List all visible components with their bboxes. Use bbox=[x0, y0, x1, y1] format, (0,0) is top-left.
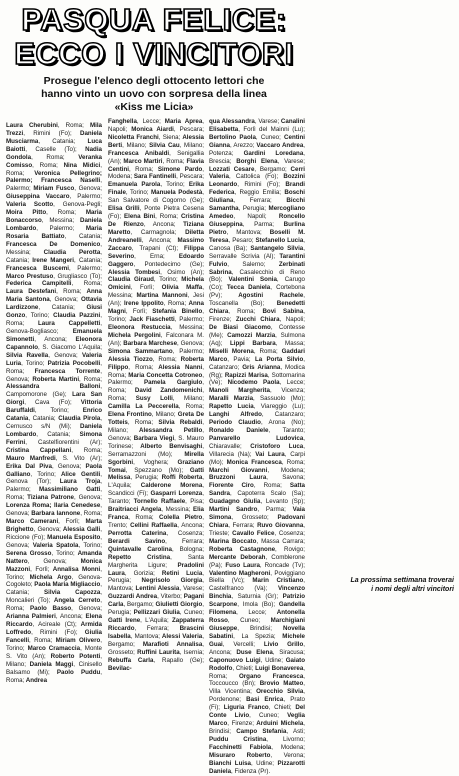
winner-entry: Novella Sabatini, La Spezia; bbox=[209, 625, 305, 640]
winner-entry: Centini Gianna, Arezzo; bbox=[209, 133, 306, 149]
winner-entry: Guadagno Giulia, Levanto (Sp); bbox=[209, 498, 305, 506]
winner-entry: Elena Riccardo, Acireale (Ct); bbox=[6, 613, 102, 629]
winner-entry: Veranka Comisso, Roma; bbox=[6, 153, 102, 169]
winner-entry: Angela Cerreto, Roma; bbox=[6, 597, 102, 613]
winner-entry: Alessia Tombesi, Osimo (An); bbox=[108, 268, 204, 276]
winner-entry: Bertolino Paola, Cuneo; bbox=[209, 133, 281, 141]
winner-entry: Guzzardi Andrea, Viterbo; bbox=[108, 593, 182, 601]
winner-entry: Susy Lolli, Milano; bbox=[126, 395, 204, 403]
winner-entry: Cavallo Felice, Cosenza; bbox=[229, 529, 305, 537]
winner-entry: Eleonora Capannolo, S. Giacomo L'Aquila; bbox=[6, 335, 102, 351]
winner-entry: Laura Troja, Palermo; bbox=[6, 478, 102, 494]
winner-entry: Daniela Maggi, Cinisello Balsamo (Mi); bbox=[6, 660, 102, 676]
winner-entry: Misuraro Roberto, Verona; bbox=[209, 751, 305, 759]
winner-entry: Laura Cherubini, Roma; bbox=[6, 122, 84, 129]
winner-entry: Lara San Giorgi, Cava (Fo); bbox=[6, 391, 102, 407]
winner-entry: Irene Mangeri, Catania; bbox=[29, 256, 103, 264]
winner-entry: Francesca Anibaldi, Senigallia (An); bbox=[108, 149, 204, 165]
winner-entry: Ruvo Giovanna, Trieste; bbox=[209, 522, 305, 537]
winner-entry: Nicodemo Paola, Lecce; bbox=[222, 379, 305, 387]
winner-entry: Lozzati Cesare, Bergamo; bbox=[209, 165, 287, 173]
winner-entry: Alessia Berti, Milano; bbox=[108, 133, 204, 149]
winner-entry: Campo Stefania, Asti; bbox=[231, 727, 305, 735]
winner-entry: Valentino Magheroni, Poviggiano Biella (Vc); bbox=[209, 569, 305, 585]
winner-entry: Flavia Centini, Roma; bbox=[108, 157, 204, 173]
winner-entry: Claudia Perotta, Catania; bbox=[6, 248, 102, 264]
winner-entry: Ottavia Lardizzone, Catania; bbox=[6, 296, 102, 312]
winner-entry: Pellizzari Giulia, Cuneo; bbox=[131, 609, 204, 617]
winner-entry: Irene Ippolito, Roma; bbox=[121, 300, 187, 308]
winner-entry: Francesca Naselli, Palermo; bbox=[6, 177, 102, 193]
winner-entry: Gris Arianna, Modica (Rg); bbox=[209, 363, 305, 379]
winner-entry: Alice Gentili, Genova (Tor); bbox=[6, 470, 102, 486]
winner-entry: Jack Fiaschetti, Palermo; bbox=[126, 316, 204, 324]
winner-entry: Valeria Scotto, Genova-Pegli; bbox=[6, 201, 102, 209]
winner-entry: Alessi Valeria, Bergamo; bbox=[108, 632, 204, 648]
winners-column-1 bbox=[6, 122, 103, 684]
winner-entry: Bicchi Samantha, Perugia; bbox=[209, 197, 305, 213]
winner-entry: Lorenza Roma; bbox=[6, 502, 52, 510]
winner-entry: Francesca Buscemi, Palermo; bbox=[6, 264, 102, 272]
winner-entry: Veronica Pellegrino; bbox=[24, 169, 102, 177]
winner-entry: Sara Fantinelli, Pescara; bbox=[132, 173, 205, 181]
winner-entry: Roberta Filippo, Roma; bbox=[108, 355, 204, 371]
footnote-line-2: i nomi degli altri vincitori bbox=[371, 585, 454, 593]
winner-entry: Amanda Nattero, Genova; bbox=[6, 549, 102, 565]
winner-entry: Calderone Morena, Scandicci (Fi); bbox=[108, 482, 204, 498]
winner-entry: Marchi Giovanni, Modena; bbox=[209, 466, 305, 474]
winner-entry: Tiziana Patrone, Genova; bbox=[24, 494, 102, 502]
subhead-line-2: hanno vinto un uovo con sorpresa della linea bbox=[41, 88, 267, 100]
winner-entry: Manoli Margherita, Vicenza; bbox=[209, 387, 305, 395]
winner-entry: Braitriacci Angela, Messina; bbox=[108, 506, 191, 514]
winner-entry: qua Alessandra, Varese; bbox=[209, 118, 280, 125]
winner-entry: Roberto Potenti, Milano; bbox=[6, 652, 103, 668]
winner-entry: David Zandomenichi, Roma; bbox=[108, 387, 204, 403]
winner-entry: Anna Magni, Forlì; bbox=[108, 300, 204, 316]
winner-entry: Giulia Fancelli, Roma; bbox=[6, 629, 102, 644]
winner-entry: Martina Mannoni, Jesi (An); bbox=[108, 292, 204, 308]
winner-entry: Maria Rosaria Battiato, Catania; bbox=[6, 224, 102, 240]
winner-entry: Silvia Ravella, Genova; bbox=[6, 351, 78, 359]
winner-entry: Marta Brighetto, Genova; bbox=[6, 518, 102, 534]
winner-entry: Giuseppina Vaccaro, Palermo; bbox=[6, 193, 103, 201]
winner-entry: Elisa Grilli, Ponte Pietra Cesena (Fo); bbox=[108, 205, 204, 221]
winner-entry: Agostini Rachele, Toscanella (Bo); bbox=[209, 292, 305, 308]
winner-entry: Simone Pardo, Modena; bbox=[108, 165, 204, 181]
winner-entry: Valeria Spatola, Torino; bbox=[29, 541, 102, 549]
winner-entry: Alessia Tiozzo, Roma; bbox=[108, 355, 177, 363]
winner-entry: Daniela Lombardo, Palermo; bbox=[6, 217, 103, 232]
winner-entry: Orecchio Silvia, Pordenone; bbox=[209, 688, 305, 704]
winner-entry: Quintavalle Carolina, Bologna; bbox=[108, 545, 204, 553]
winner-entry: Francesca Torrente, Genova; bbox=[6, 367, 102, 383]
winner-entry: Gasparri Lorenza, Taranto; bbox=[108, 490, 204, 506]
winner-entry: Vincenzo Binchia, Saturnia (Gr); bbox=[209, 585, 305, 601]
winner-entry: Laura Cappelletti, Genova-Bogliasco; bbox=[6, 320, 102, 335]
winner-entry: Marco Prestuso, Grugliasco (To); bbox=[6, 272, 103, 280]
winner-entry: Silvia Rebaldi, Milano; bbox=[108, 419, 205, 434]
winner-entry: De Biasi Giacomo, Contesse (Me); bbox=[209, 323, 305, 339]
winner-entry: Monica Mazzoni, Forlì; bbox=[6, 557, 102, 573]
winner-entry: Paola Maria Migliaccio, Catania; bbox=[6, 581, 102, 597]
winner-entry: Valeria Luria, Torino; bbox=[6, 351, 102, 367]
winner-entry: Marina Boccato, Massa Carrara; bbox=[209, 537, 305, 545]
winner-entry: Panvarello Ludovica, Chiaravalle; bbox=[209, 434, 305, 450]
winner-entry: Elia Franca, Roma; bbox=[108, 506, 204, 522]
winner-entry: La Porta Silvio, Catanzaro; bbox=[209, 355, 305, 371]
winner-entry: Michela Omicini, Forlì; bbox=[108, 276, 205, 292]
winner-entry: Maria Bonaccorso, Messina; bbox=[6, 209, 102, 225]
winner-entry: Michela Pergolini, Falconara M. (An); bbox=[108, 331, 205, 347]
winner-entry: Enrico Catania, Catania; bbox=[6, 407, 102, 423]
winner-entry: Zerbinati Sabrina, Casalecchio di Reno (Bo); bbox=[209, 260, 305, 284]
winner-entry: Gaddari Marco, Pavia; bbox=[209, 347, 305, 363]
winner-entry: Moira Pitto, Roma; bbox=[6, 209, 76, 217]
winner-entry: Cristoforo Luca, Villarecia (Na); bbox=[209, 442, 305, 458]
winner-entry: Roberta Castagnone, Rovigo; bbox=[209, 545, 305, 553]
winner-entry: Gardini Loredana, Brescia; bbox=[209, 149, 305, 165]
winner-entry: Patrizia Pocobelli, Roma; bbox=[6, 359, 102, 375]
winner-entry: Marin Cristiano, Castelfranco (Va); bbox=[209, 577, 305, 593]
winner-entry: Mercante Deborah, Comblerone (Pa); bbox=[209, 553, 305, 569]
winner-entry: Stefania Binello, Torino; bbox=[108, 308, 204, 324]
winner-entry: Camozzi Marzia, Sulmona (Aq); bbox=[209, 331, 305, 347]
winner-entry: Caponuovo Luigi, Udine; bbox=[209, 656, 283, 664]
winner-entry: Zappaterra Riccardo, Ferrara; bbox=[108, 617, 205, 632]
winner-entry: Facchinetti Fabiola, Modena; bbox=[209, 743, 305, 751]
winner-entry: Fanghella, Lecce; bbox=[108, 118, 161, 125]
winner-entry: Canalini Elisabetta, Forlì del Mainni (Lu); bbox=[209, 118, 305, 133]
winner-entry: Marco Cramaccia, Monte S. Vito (An); bbox=[6, 644, 102, 660]
winner-entry: Miriam Fusco, Genova; bbox=[30, 185, 102, 193]
winner-entry: Vaccaro Andrea, Potenza; bbox=[209, 141, 305, 157]
winner-entry: Vittoria Baruffaldi, Torino; bbox=[6, 399, 102, 415]
winner-entry: Mirella Sgorbini, Voghera; bbox=[108, 450, 204, 466]
winner-entry: Repetto Cristina, Santa Margherita Ligure; bbox=[108, 553, 204, 569]
winner-entry: Gatti Melissa, Perugia; bbox=[108, 466, 204, 482]
winner-entry: Nicoletta Franchi, Siena; bbox=[108, 133, 181, 141]
winner-entry: Burlina Pietro, Mantova; bbox=[209, 220, 305, 236]
subhead-line-3: «Kiss me Licia» bbox=[114, 101, 194, 113]
winner-entry: Berardi Savino, Ferrara; bbox=[108, 537, 204, 545]
winner-entry: Boselli M. Teresa, Pesaro; bbox=[209, 228, 306, 244]
winner-entry: Silvia Cau, Milano; bbox=[146, 141, 204, 149]
winner-entry: Padovani Chiara, Ferrara; bbox=[209, 514, 306, 530]
footnote bbox=[334, 577, 454, 594]
winner-entry: Bruzzoni Laura, Savona; bbox=[209, 474, 305, 482]
winner-entry: Patrizio Scarpone, Imola (Bo); bbox=[209, 593, 305, 609]
winner-entry: Anna Maria Santona, Genova; bbox=[6, 288, 102, 304]
winner-entry: Pamela Gargiulo, Roma; bbox=[108, 379, 204, 395]
winner-entry: Bovi Sabina, Firenze; bbox=[209, 308, 305, 324]
winner-entry: Brascini Isabella, Mantova; bbox=[108, 625, 204, 640]
winner-entry: Greta De Totteis, Roma; bbox=[108, 411, 205, 427]
winner-entry: Olivia Maffa, Messina; bbox=[108, 284, 204, 300]
winner-entry: Martini Sandro, Parma; bbox=[209, 506, 286, 514]
winner-entry: Emanuela Parola, Torino; bbox=[108, 181, 185, 189]
winner-entry: Benedetti Chiara, Roma; bbox=[209, 300, 305, 316]
winner-entry: Vaia Simona, Grosseto; bbox=[209, 506, 305, 522]
winner-entry: Cristina Cappellani, Roma; bbox=[6, 446, 102, 454]
winner-entry: Arduini Michela, Brindisi; bbox=[209, 720, 305, 735]
winner-entry: Rapizzi Marisa, Sottomarina (Ve); bbox=[209, 371, 305, 387]
winner-entry: Lippi Barbara, Massa; bbox=[222, 339, 305, 347]
winner-entry: Gandella Filomena, Lecce; bbox=[209, 601, 305, 617]
winner-entry: Satta Sandra, Capoterra Scalo (Sa); bbox=[209, 482, 305, 498]
winner-entry: Laura Destefani, Roma; bbox=[6, 288, 82, 296]
winner-entry: Retini Lucia, Perugia; bbox=[108, 569, 204, 585]
winner-entry: Claudia Pazzini, Roma; bbox=[6, 312, 102, 328]
winner-entry: Silvia Capozza, Moncalieri (To); bbox=[6, 589, 102, 605]
winner-entry: Federica Campitelli, Roma; bbox=[6, 280, 102, 288]
winner-entry: Graziano Tomai, Spezzano (Mo); bbox=[108, 458, 204, 474]
winner-entry: Bevilac- bbox=[108, 664, 132, 672]
winner-entry: Claudia Giraud, Torino; bbox=[108, 276, 178, 284]
winner-entry: Langhi Alfredo, Catanzaro; bbox=[209, 411, 305, 419]
winner-entry: Fiorente Ciro, Roma; bbox=[209, 482, 282, 490]
winner-entry: Roffi Roberta, L'Aquila; bbox=[108, 474, 205, 490]
winner-entry: Giulietti Giorgio, Perugia; bbox=[108, 601, 204, 617]
winners-column-4 bbox=[310, 4, 454, 516]
winner-entry: Zucchi Chiara, Napoli; bbox=[231, 316, 305, 324]
winner-entry: Basi Enrica, Prato (Fi); bbox=[209, 696, 305, 712]
winner-entry: Michele Guai, Vercelli; bbox=[209, 632, 305, 648]
winner-entry: Pagani Carla, Bergamo; bbox=[108, 593, 204, 609]
winner-entry: Francesca De Domenico, Messina; bbox=[6, 240, 102, 256]
winner-entry: Lentini Alessia, Varese; bbox=[133, 585, 204, 593]
winner-entry: Mercogliano Amedeo, Napoli; bbox=[209, 205, 305, 221]
winner-entry: Erika Dal Piva, Genova; bbox=[6, 462, 82, 470]
winner-entry: Maria Aprea, Napoli; bbox=[108, 118, 204, 133]
winner-entry: Massimiliano Gatti, Roma; bbox=[6, 486, 102, 502]
winner-entry: Erika Finale, Torino; bbox=[108, 181, 204, 197]
winner-entry: Elena Frontino, Milano; bbox=[108, 411, 176, 419]
winner-entry: Andrea bbox=[24, 676, 48, 684]
winner-entry: Filippa Severino, Erna; bbox=[108, 244, 204, 260]
winner-entry: Negrisolo Giorgia, Mantova; bbox=[108, 577, 204, 593]
winner-entry: Periodo Claudio, Arona (No); bbox=[209, 419, 305, 427]
winner-entry: Perrotta Caterina, Cosenza; bbox=[108, 529, 204, 537]
winner-entry: Giusi Gonzo, Torino; bbox=[6, 304, 102, 320]
winner-entry: Nina Midici, Roma; bbox=[6, 161, 102, 177]
winner-entry: Luca Baiotti, Caselle (To); bbox=[6, 137, 102, 153]
winner-entry: Maralli Marzia, Sassuolo (Mo); bbox=[209, 395, 305, 403]
winner-entry: Brandi Federica, Reggio Emilia; bbox=[209, 181, 305, 197]
winner-entry: Barbara Viegi, S. Mauro Torinese; bbox=[108, 434, 204, 450]
winner-entry: Cellini Raffaella, Ancona; bbox=[127, 522, 204, 530]
winner-entry: Tecca Daniela, Cortebona (Pv); bbox=[209, 284, 305, 300]
winner-entry: Camilla La Peccerella, Roma; bbox=[108, 403, 204, 411]
winner-entry: Brovio Matteo, Villa Vicentina; bbox=[209, 680, 305, 696]
winner-entry: Marchigiani Giuseppe, Brindisi; bbox=[209, 617, 305, 632]
winner-entry: Alberto Benvisaghi, Serramazzoni (Mo); bbox=[108, 442, 204, 458]
winner-entry: Luigi Bonaverea, Roma; bbox=[209, 664, 305, 680]
winner-entry: Tarantini Fulvio, Salerno; bbox=[209, 252, 305, 268]
winner-entry: Duse Elena, Siracusa; bbox=[231, 648, 306, 656]
winner-entry: Fuso Laura, Roncade (Tv); bbox=[222, 561, 305, 569]
winner-entry: Elena Bini, Roma; bbox=[121, 213, 179, 221]
winner-entry: Rapetto Lucia, Viareggio (Lu); bbox=[209, 403, 305, 411]
winners-column-2 bbox=[108, 118, 205, 672]
winner-entry: Boschi Giuliana, Ferrara; bbox=[209, 189, 305, 205]
winner-entry: Organo Francesca, Toccoucco (Bn); bbox=[209, 672, 305, 688]
winner-entry: Puddu Cristina, Livorno; bbox=[209, 735, 305, 743]
headline-line-2: ECCO I VINCITORI bbox=[14, 36, 294, 71]
winner-entry: Nadia Gondola, Roma; bbox=[6, 145, 102, 161]
winner-entry: Alessandra Balloni, Campomorone (Ge); bbox=[6, 383, 102, 399]
winner-entry: Paolo Puddu, Roma; bbox=[6, 668, 102, 684]
winner-entry: Alessia Nanni, Roma; bbox=[108, 363, 204, 379]
winner-entry: Bianchi Luisa, Udine; bbox=[209, 759, 275, 767]
winner-entry: Massimo Zaccaro, Trapani (Ct); bbox=[108, 236, 204, 252]
winner-entry: Miriam Olivero, Torino; bbox=[6, 636, 102, 652]
winner-entry: Edoardo Gaggero, Pontedecimo (Ge); bbox=[108, 252, 204, 268]
winner-entry: Vai Laura, Carpi (Mo); bbox=[209, 450, 305, 466]
winner-entry: Monica Francesca, Roma; bbox=[223, 458, 305, 466]
winner-entry: Stefanello Lucia, Canosa (Ba); bbox=[209, 236, 306, 252]
winner-entry: Del Conte Livio, Cuneo; bbox=[209, 704, 305, 720]
winner-entry: Simona Sammartano, Palermo; bbox=[108, 347, 204, 355]
winner-entry: Monica Aiardi, Pescara; bbox=[127, 125, 205, 133]
winner-entry: Veglia Marco, Firenze; bbox=[209, 712, 305, 728]
winner-entry: Emanuela Simonetti, Ancona; bbox=[6, 327, 102, 343]
winner-entry: Barbara Iannone, Roma; bbox=[29, 510, 102, 518]
winner-entry: Armida Loffredo, Rimini (Fo); bbox=[6, 621, 102, 636]
winner-entry: Manuela Esposito, Genova; bbox=[6, 533, 102, 549]
winner-entry: Diletta Andreanelli, Ancona; bbox=[108, 228, 204, 244]
subhead-line-1: Prosegue l'elenco degli ottocento lettori che bbox=[43, 75, 265, 87]
winner-entry: Simona Ferrini, Castelfiorentini (Ar); bbox=[6, 430, 102, 446]
winners-column-3 bbox=[209, 118, 306, 775]
winner-entry: Palermo; bbox=[6, 177, 33, 185]
winner-entry: Bozzini Leonardo, Rimini (Fo); bbox=[209, 173, 305, 189]
winner-entry: Ilaria Cenedese, Genova; bbox=[6, 502, 102, 518]
winner-entry: Manuela Podestà, San Salvatore di Cogorno (Ge); bbox=[108, 189, 204, 205]
winner-entry: Valentini Sonia, Carugo (Co); bbox=[209, 276, 305, 292]
winner-entry: Miselli Morena, Roma; bbox=[209, 347, 278, 355]
winner-entry: Tiziana Maretto, Carmagnola; bbox=[108, 220, 204, 236]
winner-entry: Borghi Elena, Varese; bbox=[231, 157, 305, 165]
winner-entry: Roncello Giuseppina, Parma; bbox=[209, 213, 305, 228]
winner-entry: Daniela Musciarma, Catania; bbox=[6, 129, 102, 145]
winner-entry: Colella Pietro, Trento; bbox=[108, 514, 204, 530]
winner-entry: Barbara Marchese, Genova; bbox=[121, 339, 204, 347]
winner-entry: Rebuffa Carla, Rapallo (Ge); bbox=[108, 656, 204, 664]
winner-entry: Pizzarotti Daniela, Fidenza (Pr). bbox=[209, 759, 305, 775]
winner-entry: Marafioti Annalisa, Grosseto; bbox=[108, 640, 204, 656]
winner-entry: Gaiato Rodolfo, Chieti; bbox=[209, 656, 305, 672]
winner-entry: Maria Concetta Cotroneo, Palermo; bbox=[108, 371, 204, 387]
winner-entry: Arianna Palmieri, Ancona; bbox=[6, 613, 83, 621]
headline bbox=[4, 3, 304, 71]
winner-entry: Claudia Pirola, Cernusco s/N (Mi); bbox=[6, 415, 102, 431]
winner-entry: Cristina De Rienzo, Ancona; bbox=[108, 213, 204, 228]
winner-entry: Liguria Franco, Chieti; bbox=[220, 704, 292, 712]
winner-entry: Alessia Galli, Riccione (Fo); bbox=[6, 526, 102, 541]
winner-entry: Tornello Raffaele, Pisa; bbox=[130, 498, 204, 506]
winner-entry: Mauro Manfredi, S. Vito (Ar); bbox=[6, 454, 102, 462]
winner-entry: Marco Martiri, Roma; bbox=[121, 157, 185, 165]
winner-entry: Gatti Irene, L'Aquila; bbox=[108, 617, 169, 625]
winner-entry: Marco Camerani, Forlì; bbox=[6, 518, 80, 526]
winner-entry: Paola Galliano, Torino; bbox=[6, 462, 102, 478]
winner-entry: Santangelo Silvia, Serravalle Scrivia (Al); bbox=[209, 244, 305, 260]
winner-entry: Eleonora Restuccia, Messina; bbox=[108, 323, 204, 331]
winner-entry: Pradolini Laura, Gorizia; bbox=[108, 561, 204, 577]
winner-entry: Daniela Lombardo, Catania; bbox=[6, 423, 102, 438]
winner-entry: Paolo Basso, Genova; bbox=[24, 605, 102, 613]
winner-entry: Cerri Valeria, Cattolica (Fo); bbox=[209, 165, 305, 181]
headline-line-1: PASQUA FELICE: bbox=[21, 2, 287, 37]
winner-entry: Alessandra Petillo, Genova; bbox=[108, 426, 204, 442]
winner-entry: Annalisa Monni, Torino; bbox=[6, 565, 102, 581]
winner-entry: Antonella Rosso, Cuneo; bbox=[209, 609, 305, 625]
winner-entry: Serena Grosso, Torino; bbox=[6, 549, 75, 557]
winner-entry: Ronaldo Daniele, Taranto; bbox=[209, 426, 305, 434]
winner-entry: Michela Argo, Genova-Cogoleto; bbox=[6, 573, 103, 589]
winner-entry: Roberta Martini, Roma; bbox=[29, 375, 102, 383]
winner-entry: Ruffini Laurita, Isernia; bbox=[134, 648, 204, 656]
winner-entry: Livio Grillo, Ancona; bbox=[209, 640, 305, 656]
footnote-line-1: La prossima settimana troverai bbox=[350, 577, 454, 584]
subhead bbox=[6, 75, 302, 114]
winner-entry: Mila Trezzi, Rimini (Fo); bbox=[6, 122, 102, 137]
